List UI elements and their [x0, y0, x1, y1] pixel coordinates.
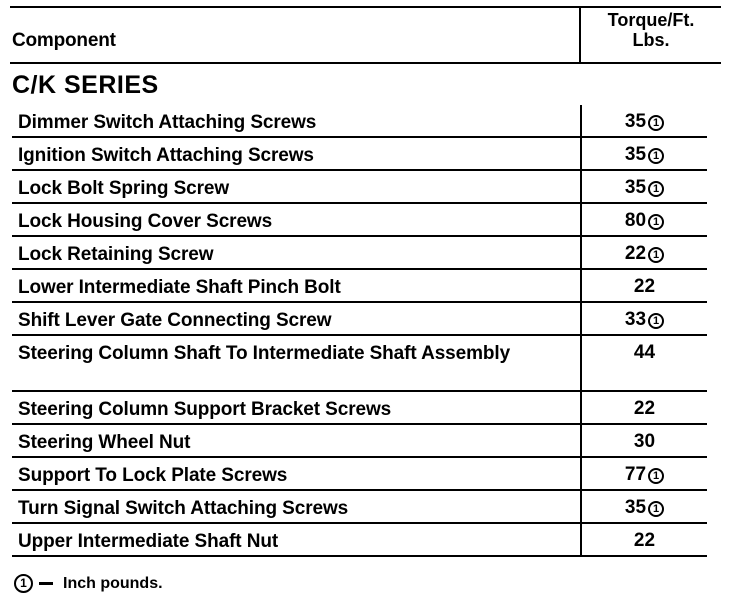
torque-header-line1: Torque/Ft.: [607, 10, 695, 30]
torque-value-cell: [582, 110, 707, 134]
torque-column-header: [581, 10, 721, 50]
inch-pounds-note-icon: 1: [648, 181, 664, 197]
torque-header-line2: Lbs.: [632, 30, 670, 50]
table-row: [12, 524, 707, 557]
torque-value-cell: [582, 430, 707, 454]
torque-value-cell: [582, 341, 707, 365]
component-name: Lock Bolt Spring Screw: [18, 178, 230, 199]
torque-value: 80: [624, 210, 647, 231]
component-name: Lower Intermediate Shaft Pinch Bolt: [18, 277, 341, 298]
torque-value: 35: [624, 144, 647, 165]
table-row: [12, 138, 707, 171]
table-row: [12, 270, 707, 303]
torque-value: 44: [633, 342, 656, 363]
torque-value: 35: [624, 111, 647, 132]
inch-pounds-note-icon: 1: [648, 115, 664, 131]
torque-value-cell: [582, 275, 707, 299]
torque-value: 22: [633, 398, 656, 419]
torque-value: 77: [624, 464, 647, 485]
table-row: [12, 204, 707, 237]
table-row: [12, 171, 707, 204]
torque-value-cell: [582, 143, 707, 167]
table-row: [12, 336, 707, 392]
component-name: Dimmer Switch Attaching Screws: [18, 112, 317, 133]
component-name: Steering Column Shaft To Intermediate Shaft Assembly: [18, 343, 511, 364]
table-row: [12, 458, 707, 491]
torque-value-cell: [582, 529, 707, 553]
footnote-text: Inch pounds.: [63, 574, 163, 592]
component-name: Turn Signal Switch Attaching Screws: [18, 498, 349, 519]
inch-pounds-note-icon: 1: [648, 468, 664, 484]
component-name: Shift Lever Gate Connecting Screw: [18, 310, 332, 331]
torque-value: 22: [624, 243, 647, 264]
torque-value-cell: [582, 463, 707, 487]
component-name: Steering Column Support Bracket Screws: [18, 399, 392, 420]
torque-value: 22: [633, 530, 656, 551]
table-row: [12, 491, 707, 524]
torque-value-cell: [582, 242, 707, 266]
torque-value: 35: [624, 177, 647, 198]
torque-value-cell: [582, 176, 707, 200]
footnote-dash: [39, 582, 53, 585]
component-column-header: Component: [12, 30, 116, 51]
table-header: [10, 6, 721, 64]
footnote-marker-icon: 1: [14, 574, 33, 593]
inch-pounds-note-icon: 1: [648, 214, 664, 230]
component-name: Lock Retaining Screw: [18, 244, 214, 265]
torque-value-cell: [582, 397, 707, 421]
component-name: Support To Lock Plate Screws: [18, 465, 288, 486]
component-name: Ignition Switch Attaching Screws: [18, 145, 314, 166]
torque-value: 33: [624, 309, 647, 330]
table-row: [12, 425, 707, 458]
component-name: Steering Wheel Nut: [18, 432, 191, 453]
section-title: C/K SERIES: [12, 71, 159, 99]
inch-pounds-note-icon: 1: [648, 501, 664, 517]
torque-table: [12, 105, 707, 557]
table-row: [12, 237, 707, 270]
torque-value: 22: [633, 276, 656, 297]
inch-pounds-note-icon: 1: [648, 313, 664, 329]
table-row: [12, 105, 707, 138]
component-name: Upper Intermediate Shaft Nut: [18, 531, 279, 552]
torque-value: 35: [624, 497, 647, 518]
inch-pounds-note-icon: 1: [648, 148, 664, 164]
table-row: [12, 392, 707, 425]
torque-value-cell: [582, 496, 707, 520]
torque-value-cell: [582, 308, 707, 332]
torque-value: 30: [633, 431, 656, 452]
footnote: [14, 574, 163, 593]
component-name: Lock Housing Cover Screws: [18, 211, 273, 232]
torque-value-cell: [582, 209, 707, 233]
table-row: [12, 303, 707, 336]
inch-pounds-note-icon: 1: [648, 247, 664, 263]
